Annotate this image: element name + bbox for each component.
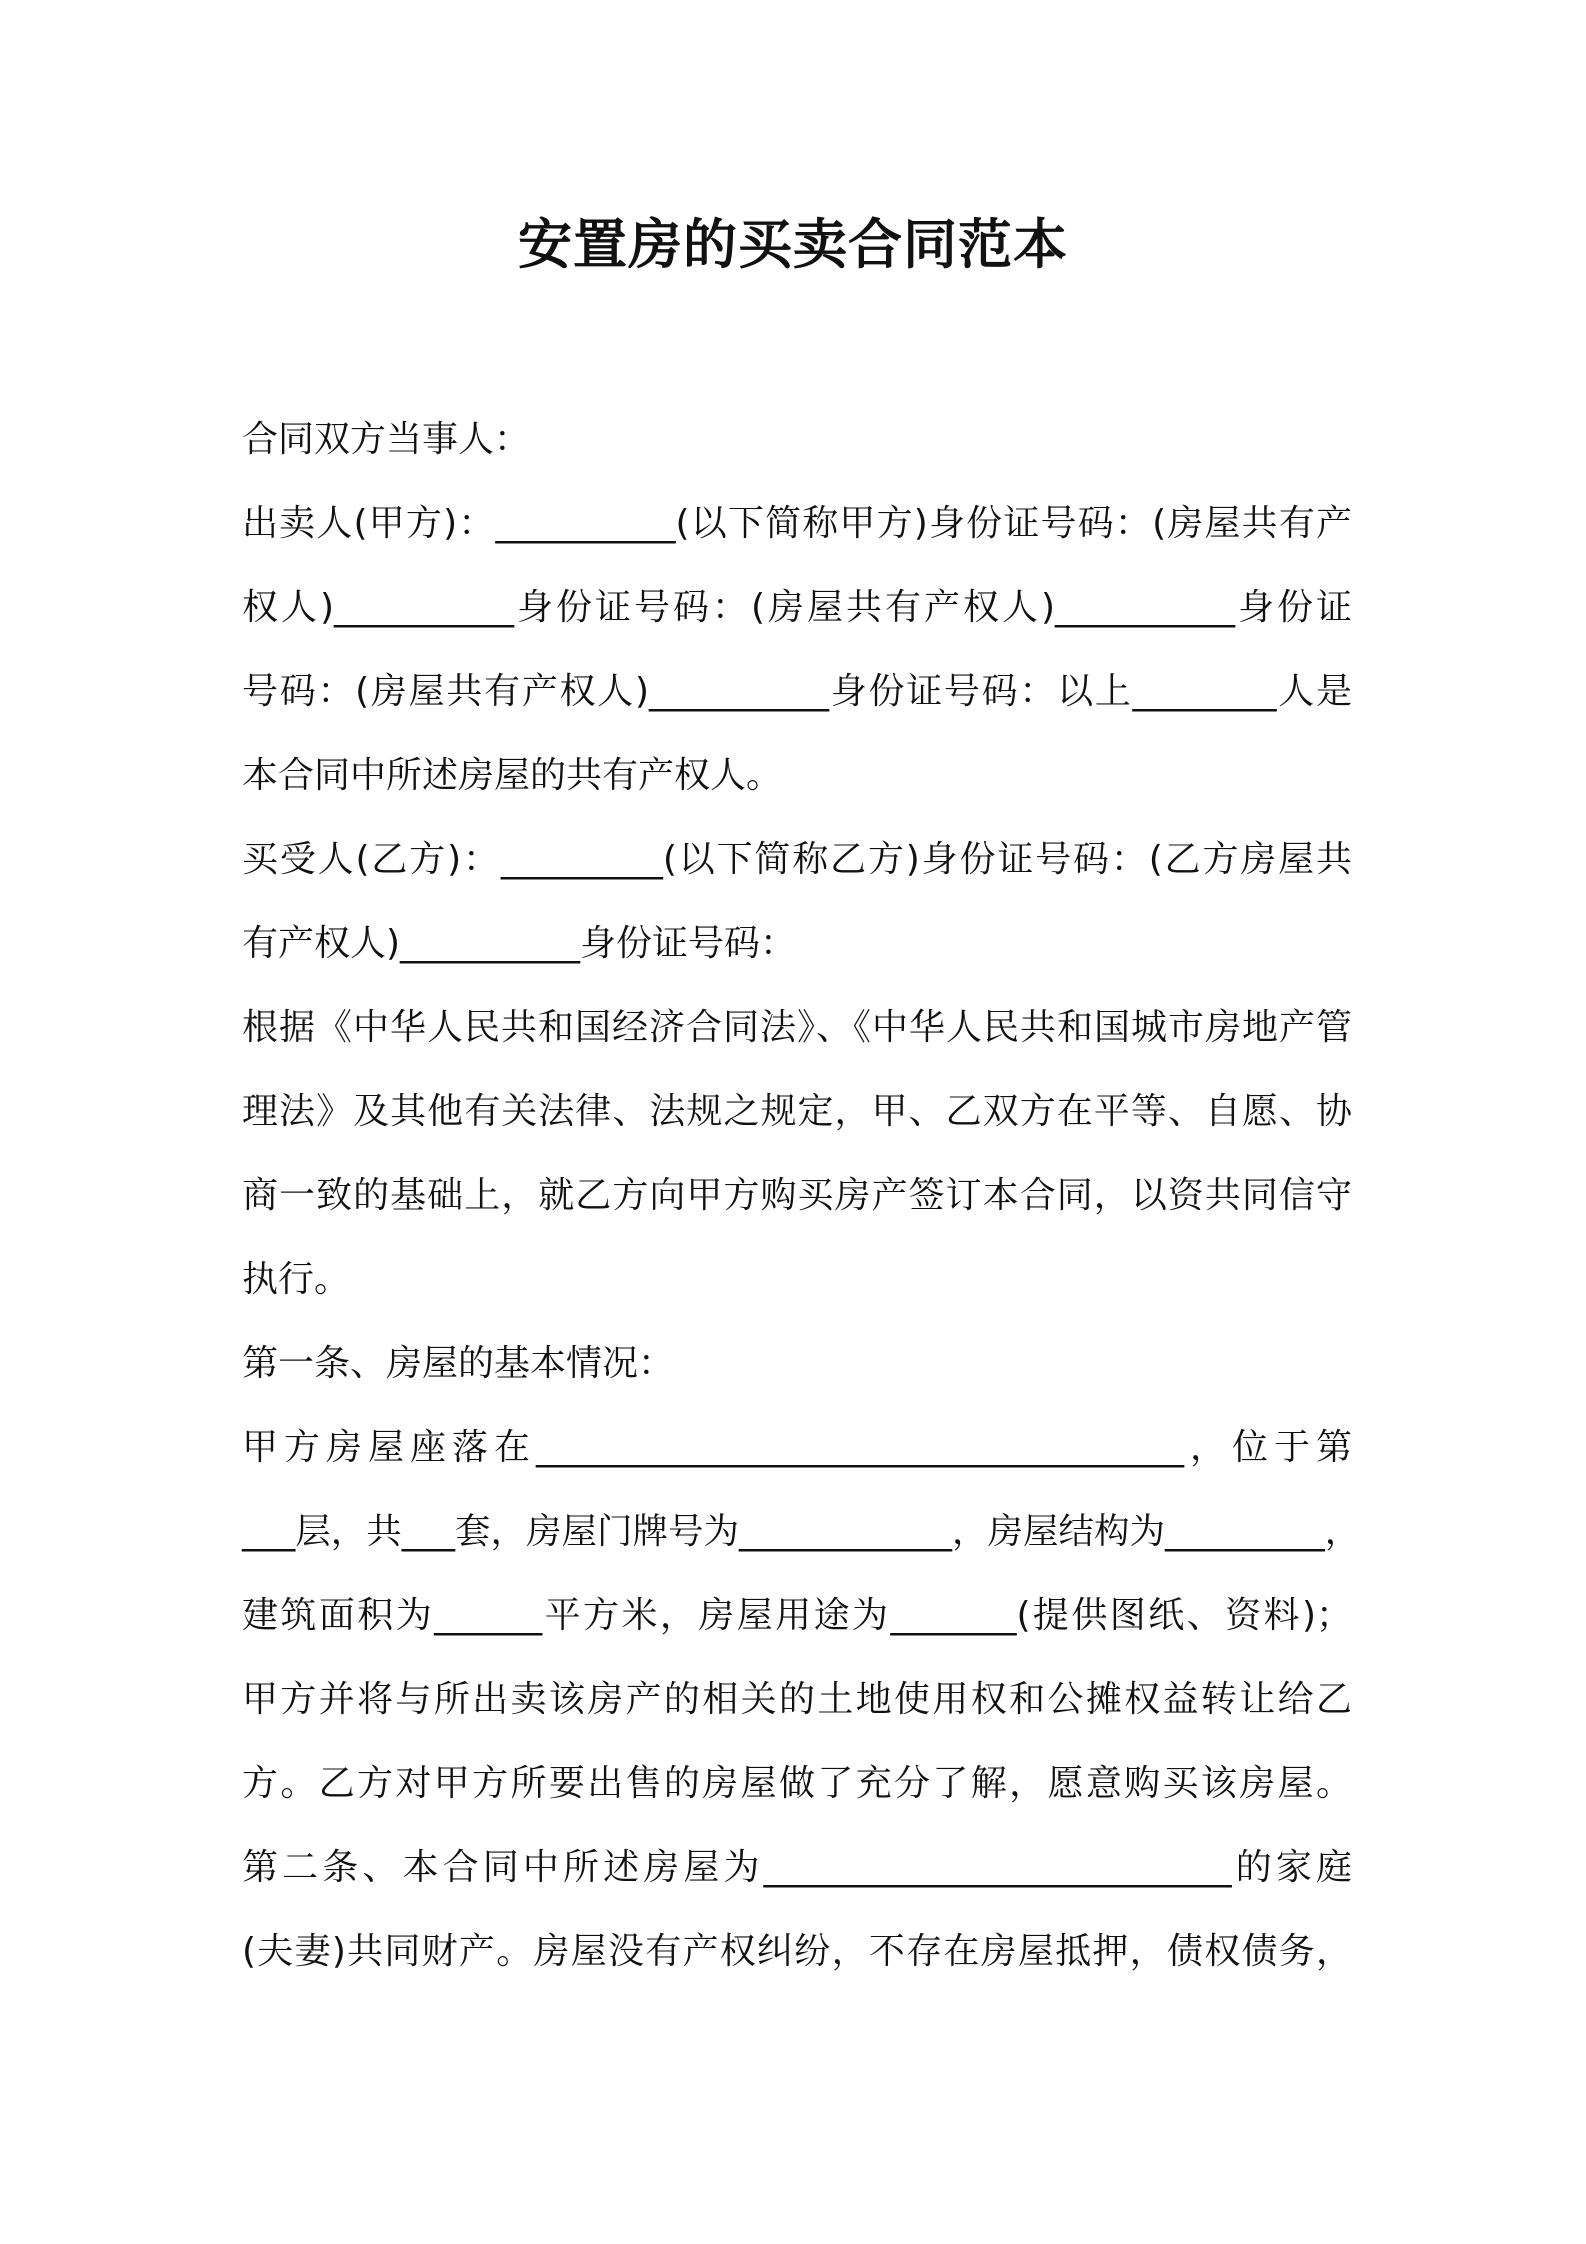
text-line: ___层，共___套，房屋门牌号为____________，房屋结构为_________， [242,1511,1361,1552]
document-body [242,398,1361,1994]
text-line: 甲方房屋座落在____________________________________，位于第 [242,1427,1352,1468]
text-line: 号码：(房屋共有产权人)__________身份证号码：以上________人是 [242,671,1352,712]
text-line: 甲方并将与所出卖该房产的相关的土地使用权和公摊权益转让给乙 [242,1679,1352,1720]
text-line: 出卖人(甲方)：__________(以下简称甲方)身份证号码：(房屋共有产 [242,503,1352,544]
text-line: 本合同中所述房屋的共有产权人。 [242,755,783,796]
text-line: 商一致的基础上，就乙方向甲方购买房产签订本合同，以资共同信守 [242,1175,1352,1216]
text-line: 合同双方当事人： [242,419,531,460]
text-line: (夫妻)共同财产。房屋没有产权纠纷，不存在房屋抵押，债权债务， [242,1931,1352,1972]
text-line: 第一条、房屋的基本情况： [242,1343,675,1384]
text-line: 权人)__________身份证号码：(房屋共有产权人)__________身份证 [242,587,1352,628]
text-line: 方。乙方对甲方所要出售的房屋做了充分了解，愿意购买该房屋。 [242,1763,1352,1804]
text-line: 第二条、本合同中所述房屋为__________________________的家庭 [242,1847,1352,1888]
document-title: 安置房的买卖合同范本 [518,213,1068,276]
text-line: 建筑面积为______平方米，房屋用途为_______(提供图纸、资料)； [242,1595,1352,1636]
text-line: 理法》及其他有关法律、法规之规定，甲、乙双方在平等、自愿、协 [242,1091,1352,1132]
text-line: 有产权人)__________身份证号码： [242,923,797,964]
text-line: 买受人(乙方)：_________(以下简称乙方)身份证号码：(乙方房屋共 [242,839,1352,880]
text-line: 根据《中华人民共和国经济合同法》、《中华人民共和国城市房地产管 [242,1007,1352,1048]
text-line: 执行。 [242,1259,351,1300]
